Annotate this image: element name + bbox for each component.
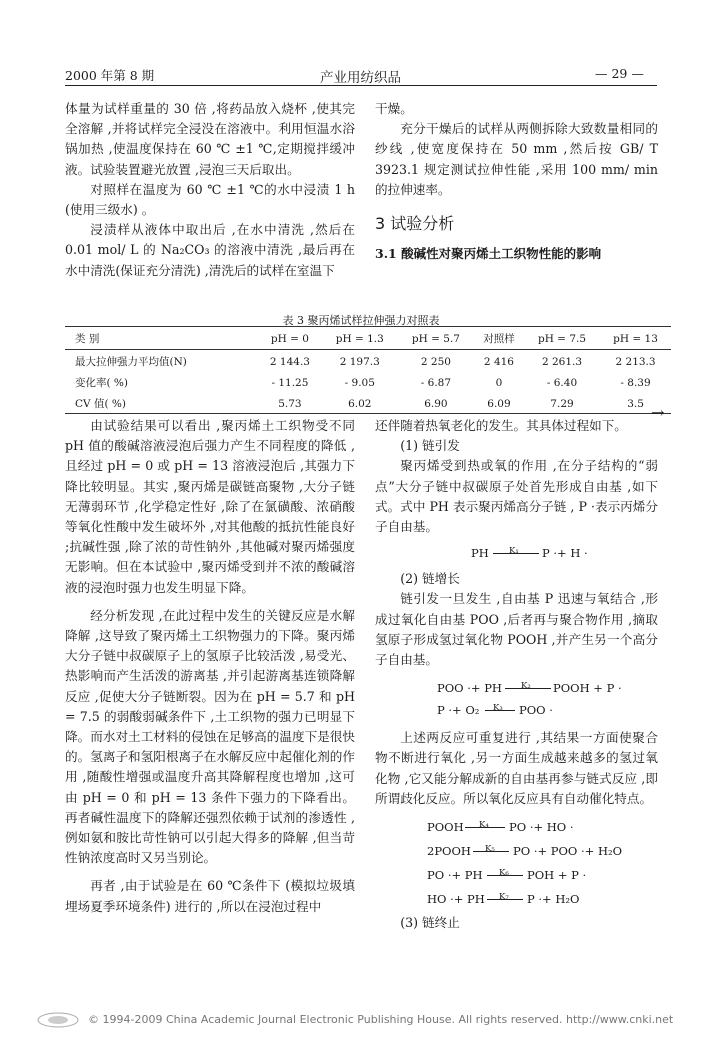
table-cell: 变化率( %) [75, 377, 129, 389]
right-column-top [375, 99, 658, 264]
table-header: pH = 0 [258, 327, 322, 350]
arrow-icon: → [651, 403, 665, 422]
table-header-row [65, 327, 671, 350]
paragraph: 聚丙烯受到热或氧的作用 ,在分子结构的“弱点”大分子链中叔碳原子处首先形成自由基 ,如下式。式中 PH 表示聚丙烯高分子链 , P ·表示丙烯分子自由基。 [375, 458, 658, 535]
paragraph: 体量为试样重量的 30 倍 ,将药品放入烧杯 ,使其完全溶解 ,并将试样完全浸没在溶液中。利用恒温水浴锅加热 ,使温度保持在 60 ℃ ±1 ℃,定期搅拌缓冲液。试验装置避光放置 ,浸泡三天后取出。 [65, 101, 355, 177]
table-header: pH = 1.3 [322, 327, 398, 350]
table-cell: - 11.25 [271, 376, 309, 389]
paragraph: 充分干燥后的试样从两侧拆除大致数量相同的纱线 ,使宽度保持在 50 mm ,然后按 GB/ T 3923.1 规定测试拉伸性能 ,采用 100 mm/ min 的拉伸速率。 [375, 121, 658, 197]
paragraph: 再者 ,由于试验是在 60 ℃条件下 (模拟垃圾填埋场夏季环境条件) 进行的 ,所以在浸泡过程中 [65, 878, 355, 914]
paragraph: 还伴随着热氧老化的发生。其具体过程如下。 [375, 418, 627, 433]
equation: PO ·+ PH K₆ POH + P · [427, 868, 587, 883]
paragraph: 干燥。 [375, 101, 413, 116]
table-cell: 6.09 [474, 392, 524, 414]
table-cell: - 8.39 [620, 376, 651, 389]
table-cell: - 6.40 [546, 376, 578, 389]
equation: 2POOH K₅ PO ·+ POO ·+ H₂O [427, 844, 623, 859]
table-caption: 表 3 聚丙烯试样拉伸强力对照表 [282, 314, 440, 327]
equation: POOH K₄ PO ·+ HO · [427, 820, 574, 835]
table-cell: 2 213.3 [615, 355, 656, 368]
equation: PH K₁ P ·+ H · [471, 546, 588, 561]
left-column-body [65, 416, 355, 917]
table-cell: CV 值( %) [65, 392, 258, 414]
table-header: pH = 13 [600, 327, 671, 350]
table-cell: 2 261.3 [541, 355, 583, 368]
table-cell: 3.5 [600, 392, 671, 414]
table-header: 类 别 [65, 327, 258, 350]
heading-chain-initiation: (1) 链引发 [400, 438, 460, 454]
equation: POO ·+ PH K₂ POOH + P · [437, 681, 622, 696]
cnki-logo-icon [36, 1008, 80, 1030]
running-header [65, 64, 657, 84]
table-cell: 2 416 [483, 355, 514, 368]
table-cell: 最大拉伸强力平均值(N) [75, 356, 187, 368]
table-cell: 7.29 [524, 392, 600, 414]
table-cell: 5.73 [258, 392, 322, 414]
equation: HO ·+ PH K₇ P ·+ H₂O [427, 892, 580, 907]
header-rule [65, 85, 657, 86]
heading-chain-propagation: (2) 链增长 [400, 571, 460, 587]
table-cell: 6.02 [322, 392, 398, 414]
table-header: 对照样 [474, 327, 524, 350]
paragraph: 经分析发现 ,在此过程中发生的关键反应是水解降解 ,这导致了聚丙烯土工织物强力的下降。聚丙烯大分子链中叔碳原子上的氢原子比较活泼 ,易受光、热影响而产生活泼的游离基 ,并引起游离基连锁降解反应 ,促使大分子链断裂。因为在 pH = 5.7 和 pH = 7.5 的弱酸弱碱条件下 ,土工织物的强力已明显下降。而水对土工材料的侵蚀在足够高的温度下是很快的。氢离子和氢阳根离子在水解反应中起催化剂的作用 ,随酸性增强或温度升高其降解程度也增加 ,这可由 pH = 0 和 pH = 13 条件下强力的下降看出。再者碱性温度下的降解还强烈依赖于试剂的渗透性 ,例如氨和胺比苛性钠可以引起大得多的降解 ,但当苛性钠浓度高时又另当别论。 [65, 607, 355, 866]
table-header: pH = 5.7 [398, 327, 474, 350]
subsection-title: 3.1 酸碱性对聚丙烯土工织物性能的影响 [375, 246, 602, 262]
paragraph: 链引发一旦发生 ,自由基 P 迅速与氧结合 ,形成过氧化自由基 POO ,后者再与聚合物作用 ,摘取氢原子形成氢过氧化物 POOH ,并产生另一个高分子自由基。 [375, 591, 658, 668]
section-title: 3 试验分析 [375, 214, 455, 234]
paragraph: 由试验结果可以看出 ,聚丙烯土工织物受不同 pH 值的酸碱溶液浸泡后强力产生不同程度的降低 ,且经过 pH = 0 或 pH = 13 溶液浸泡后 ,其强力下降比较明显。其实 ,聚丙烯是碳链高聚物 ,大分子链无薄弱环节 ,化学稳定性好 ,除了在氯磺酸、浓硝酸等氧化性酸中发生破坏外 ,对其他酸的抵抗性能良好 ;抗碱性强 ,除了浓的苛性钠外 ,其他碱对聚丙烯强度无影响。但在本试验中 ,聚丙烯受到并不浓的酸碱溶液的浸泡时强力也发生明显下降。 [65, 418, 355, 595]
copyright-footer: © 1994-2009 China Academic Journal Electronic Publishing House. All rights reserved. http://www.cnki.net [88, 1013, 674, 1026]
results-table [65, 326, 671, 414]
table-row [65, 371, 671, 392]
right-column-body [375, 416, 658, 933]
equation: P ·+ O₂ K₃ POO · [437, 703, 553, 718]
issue-label: 2000 年第 8 期 [65, 68, 155, 83]
table-cell: 2 250 [420, 355, 451, 368]
table-cell: 0 [495, 376, 503, 389]
table-cell: 6.90 [398, 392, 474, 414]
table-row [65, 350, 671, 372]
paragraph: 浸渍样从液体中取出后 ,在水中清洗 ,然后在 0.01 mol/ L 的 Na₂CO₃ 的溶液中清洗 ,最后再在水中清洗(保证充分清洗) ,清洗后的试样在室温下 [65, 222, 355, 278]
table-row [65, 392, 671, 414]
table-header: pH = 7.5 [524, 327, 600, 350]
table-cell: - 9.05 [344, 376, 375, 389]
left-column-top [65, 99, 355, 281]
paragraph: 上述两反应可重复进行 ,其结果一方面使聚合物不断进行氧化 ,另一方面生成越来越多的氢过氧化物 ,它又能分解成新的自由基再参与链式反应 ,即所谓歧化反应。所以氧化反应具有自动催化特点。 [375, 730, 658, 806]
heading-chain-termination: (3) 链终止 [400, 915, 460, 931]
paragraph: 对照样在温度为 60 ℃ ±1 ℃的水中浸渍 1 h (使用三级水) 。 [65, 181, 355, 218]
journal-name: 产业用纺织品 [320, 70, 401, 86]
table-cell: - 6.87 [420, 376, 452, 389]
table-cell: 2 144.3 [269, 355, 310, 368]
page-number: — 29 — [595, 66, 644, 81]
table-cell: 2 197.3 [339, 355, 380, 368]
